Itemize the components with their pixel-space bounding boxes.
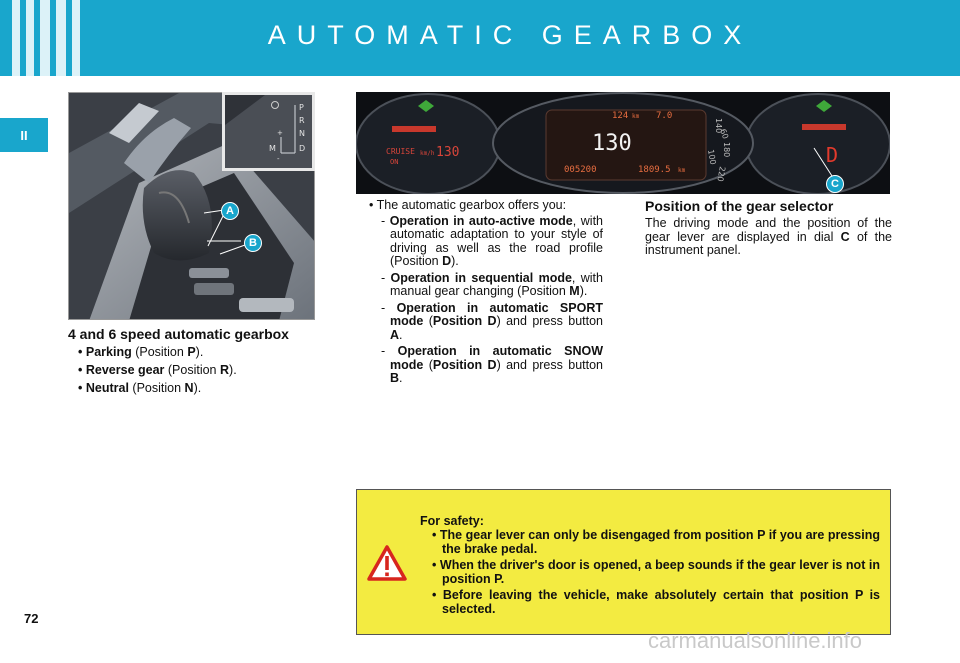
callout-b: B xyxy=(244,234,262,252)
gear-indicator: D xyxy=(826,143,839,167)
page-number: 72 xyxy=(24,611,39,626)
list-item: - Operation in automatic SNOW mode (Position D) and press button B. xyxy=(381,344,603,385)
chapter-tab: II xyxy=(0,118,48,152)
odometer: 005200 xyxy=(564,165,597,175)
page-title: AUTOMATIC GEARBOX xyxy=(267,20,753,50)
warning-triangle-icon xyxy=(367,545,407,581)
positions-list xyxy=(68,345,316,395)
watermark: carmanualsonline.info xyxy=(648,628,863,653)
list-item: • Neutral (Position N). xyxy=(78,381,202,395)
instrument-panel-photo xyxy=(356,92,890,194)
speedo-tick-1: 60 xyxy=(718,127,731,141)
list-item: - Operation in automatic SPORT mode (Position D) and press button A. xyxy=(381,300,603,342)
list-item: • Reverse gear (Position R). xyxy=(78,363,237,377)
gearbox-positions-section xyxy=(68,327,316,399)
consumption-readout: 7.0 xyxy=(656,111,673,121)
instrument-panel-illustration xyxy=(356,92,890,194)
gate-minus: - xyxy=(277,155,280,163)
list-item: - Operation in sequential mode, with manual gear changing (Position M). xyxy=(381,270,603,298)
safety-text xyxy=(420,514,880,618)
safety-list xyxy=(420,528,880,616)
gate-m: M xyxy=(269,144,276,153)
cruise-on-label: ON xyxy=(390,158,399,166)
speedo-tick-2: 100 xyxy=(706,148,718,166)
modes-intro: • The automatic gearbox offers you: xyxy=(369,198,567,212)
selector-body: The driving mode and the position of the gear lever are displayed in dial C of the instrument panel. xyxy=(645,216,892,257)
list-item: • The gear lever can only be disengaged from position P if you are pressing the brake pedal. xyxy=(432,528,880,556)
gate-p: P xyxy=(299,103,304,112)
digital-speed: 130 xyxy=(592,131,632,156)
speedo-tick-3: 140 xyxy=(714,118,723,134)
trip-unit: km xyxy=(678,167,686,174)
trip-meter: 1809.5 xyxy=(638,165,671,175)
list-item: • Before leaving the vehicle, make absolutely certain that position P is selected. xyxy=(432,588,880,616)
selector-heading: Position of the gear selector xyxy=(645,198,834,214)
range-readout: 124 xyxy=(612,111,629,121)
speedo-tick-4: 180 xyxy=(722,142,731,158)
speedo-tick-5: 220 xyxy=(715,165,727,183)
gate-plus: + xyxy=(277,129,283,137)
list-item: - Operation in auto-active mode, with automatic adaptation to your style of driving as well as the road profile (Position D). xyxy=(381,213,603,268)
safety-heading: For safety: xyxy=(420,514,484,528)
range-unit: km xyxy=(632,113,640,120)
gear-selector-position-section xyxy=(645,198,892,258)
cruise-speed: 130 xyxy=(436,145,460,160)
gate-r: R xyxy=(299,116,305,125)
header-stripes xyxy=(12,0,80,76)
cruise-label: CRUISE xyxy=(386,147,415,156)
gearbox-heading: 4 and 6 speed automatic gearbox xyxy=(68,326,289,342)
cruise-unit: km/h xyxy=(420,150,435,157)
gear-gate-diagram xyxy=(225,95,312,168)
callout-leaders xyxy=(190,210,260,260)
gate-d: D xyxy=(299,144,306,153)
gear-gate-inset xyxy=(222,92,315,171)
page-header xyxy=(0,0,960,76)
operating-modes-section xyxy=(369,199,603,389)
list-item: • When the driver's door is opened, a beep sounds if the gear lever is not in position P. xyxy=(432,558,880,586)
callout-a: A xyxy=(221,202,239,220)
gate-n: N xyxy=(299,129,305,138)
list-item: • Parking (Position P). xyxy=(78,345,204,359)
callout-c: C xyxy=(826,175,844,193)
